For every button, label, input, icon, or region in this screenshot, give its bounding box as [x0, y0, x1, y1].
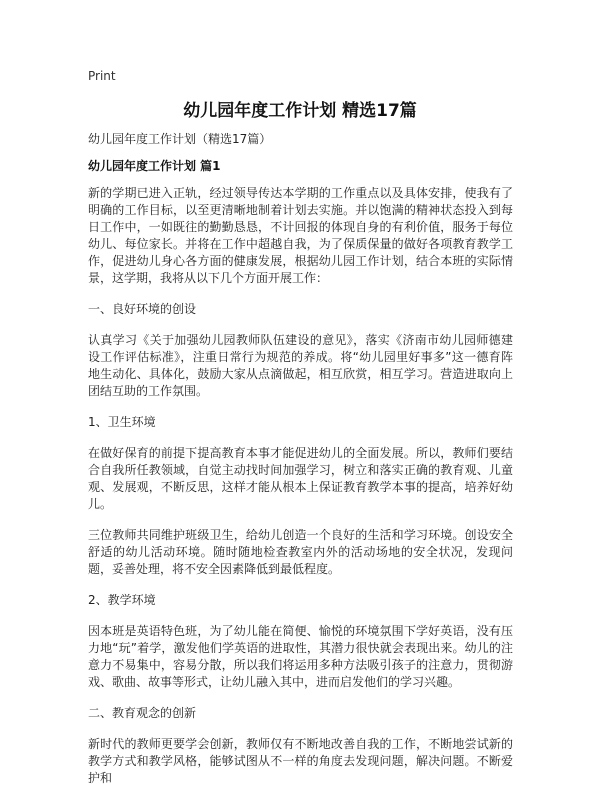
body-paragraph: 因本班是英语特色班，为了幼儿能在简便、愉悦的环境氛围下学好英语，没有压力地“玩”着学，激发他们学英语的进取性，其潜力很快就会表现出来。幼儿的注意力不易集中，容易分散，所以我们将运用多种方法吸引孩子的注意力，贯彻游戏、歌曲、故事等形式，让幼儿融入其中，进而启发他们的学习兴趣。	[88, 624, 513, 689]
body-paragraph: 在做好保育的前提下提高教育本事才能促进幼儿的全面发展。所以，教师们要结合自我所任教领域，自觉主动找时间加强学习，树立和落实正确的教育观、儿童观、发展观，不断反思，这样才能从根本上保证教育教学本事的提高，培养好幼儿。	[88, 446, 513, 511]
document-subtitle: 幼儿园年度工作计划（精选17篇）	[88, 132, 272, 146]
body-paragraph: 认真学习《关于加强幼儿园教师队伍建设的意见》，落实《济南市幼儿园师德建设工作评估标准》，注重日常行为规范的养成。将“幼儿园里好事多”这一德育阵地生动化、具体化，鼓励大家从点滴做起，相互欣赏，相互学习。营造进取向上团结互助的工作氛围。	[88, 333, 513, 398]
body-paragraph: 新的学期已进入正轨，经过领导传达本学期的工作重点以及具体安排，使我有了明确的工作目标，以至更清晰地制着计划去实施。并以饱满的精神状态投入到每日工作中，一如既往的勤勤恳恳，不计回报的体现自身的有利价值，服务于每位幼儿、每位家长。并将在工作中超越自我，为了保质保量的做好各项教育教学工作，促进幼儿身心各方面的健康发展，根据幼儿园工作计划，结合本班的实际情景，这学期，我将从以下几个方面开展工作：	[88, 186, 513, 285]
body-paragraph: 三位教师共同维护班级卫生，给幼儿创造一个良好的生活和学习环境。创设安全舒适的幼儿活动环境。随时随地检查教室内外的活动场地的安全状况，发现问题，妥善处理，将不安全因素降低到最低程度。	[88, 528, 513, 576]
print-link[interactable]: Print	[88, 69, 116, 83]
section-heading: 幼儿园年度工作计划 篇1	[88, 159, 221, 173]
subsection-heading: 一、良好环境的创设	[88, 302, 197, 316]
body-paragraph: 新时代的教师更要学会创新，教师仅有不断地改善自我的工作，不断地尝试新的教学方式和教学风格，能够试图从不一样的角度去发现问题，解决问题。不断爱护和	[88, 737, 513, 785]
subsection-heading: 二、教育观念的创新	[88, 706, 197, 720]
subsection-heading: 1、卫生环境	[88, 415, 156, 429]
subsection-heading: 2、教学环境	[88, 593, 156, 607]
document-body	[88, 131, 513, 801]
document-title: 幼儿园年度工作计划 精选17篇	[183, 101, 417, 121]
